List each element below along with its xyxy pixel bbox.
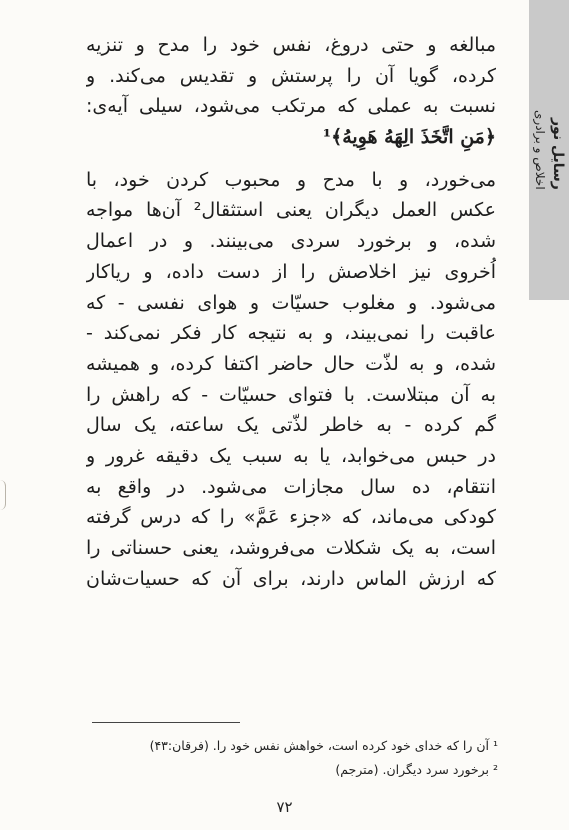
body-text: [86, 30, 496, 594]
text-line: عاقبت را نمی‌بیند، و به نتیجه کار فکر نمی‌کند -: [86, 322, 496, 345]
page-number: ۷۲: [276, 798, 293, 816]
text-line: به آن مبتلاست. با فتوای حسیّات - که راهش را: [86, 383, 496, 406]
footnote-1: ¹ آن را که خدای خود کرده است، خواهش نفس خود را. (فرقان:۴۳): [149, 738, 498, 753]
text-line: است، به یک شکلات می‌فروشد، یعنی حسناتی را: [86, 537, 496, 559]
footnotes: [80, 734, 498, 782]
text-line: می‌خورد، و با مدح و محبوب کردن خود، با: [86, 168, 496, 191]
quran-verse: ﴿مَنِ اتَّخَذَ الِهَهُ هَوِيهُ﴾¹: [322, 126, 496, 149]
text-line: اُخروی نیز اخلاصش را از دست داده، و ریاکار: [86, 260, 496, 283]
text-line: می‌شود. و مغلوب حسیّات و هوای نفسی - که: [86, 291, 496, 314]
text-line: شده، و به لذّت حال حاضر اکتفا کرده، و همیشه: [86, 352, 496, 375]
footnote-divider: [92, 722, 240, 723]
section-tab-label: [531, 110, 567, 190]
text-line: کرده، گویا آن را پرستش و تقدیس می‌کند. و: [86, 64, 496, 87]
text-line: انتقام، ده سال مجازات می‌شود. در واقع به: [86, 475, 496, 498]
book-title: اخلاص و برادری: [533, 110, 547, 190]
text-line: که ارزش الماس دارند، برای آن که حسیات‌شان: [86, 567, 496, 590]
section-tab: [529, 0, 569, 300]
series-title: رسایل نور: [550, 118, 566, 190]
text-line: شده، و برخورد سردی می‌بینند. و در اعمال: [86, 230, 496, 253]
text-line: در حبس می‌خوابد، یا به سبب یک دقیقه غرور و: [86, 444, 496, 467]
text-line: گم کرده - به خاطر لذّتی یک ساعته، یک سال: [86, 414, 496, 437]
text-line: نسبت به عملی که مرتکب می‌شود، سیلی آیه‌ی:: [86, 95, 496, 118]
footnote-2: ² برخورد سرد دیگران. (مترجم): [335, 762, 498, 777]
page-binding-mark: [0, 480, 6, 510]
text-line: کودکی می‌ماند، که «جزء عَمَّ» را که درس گرفته: [86, 506, 496, 529]
text-line: مبالغه و حتی دروغ، نفس خود را مدح و تنزیه: [86, 34, 496, 56]
text-line: عکس العمل دیگران یعنی استثقال² آن‌ها مواجه: [86, 199, 496, 222]
